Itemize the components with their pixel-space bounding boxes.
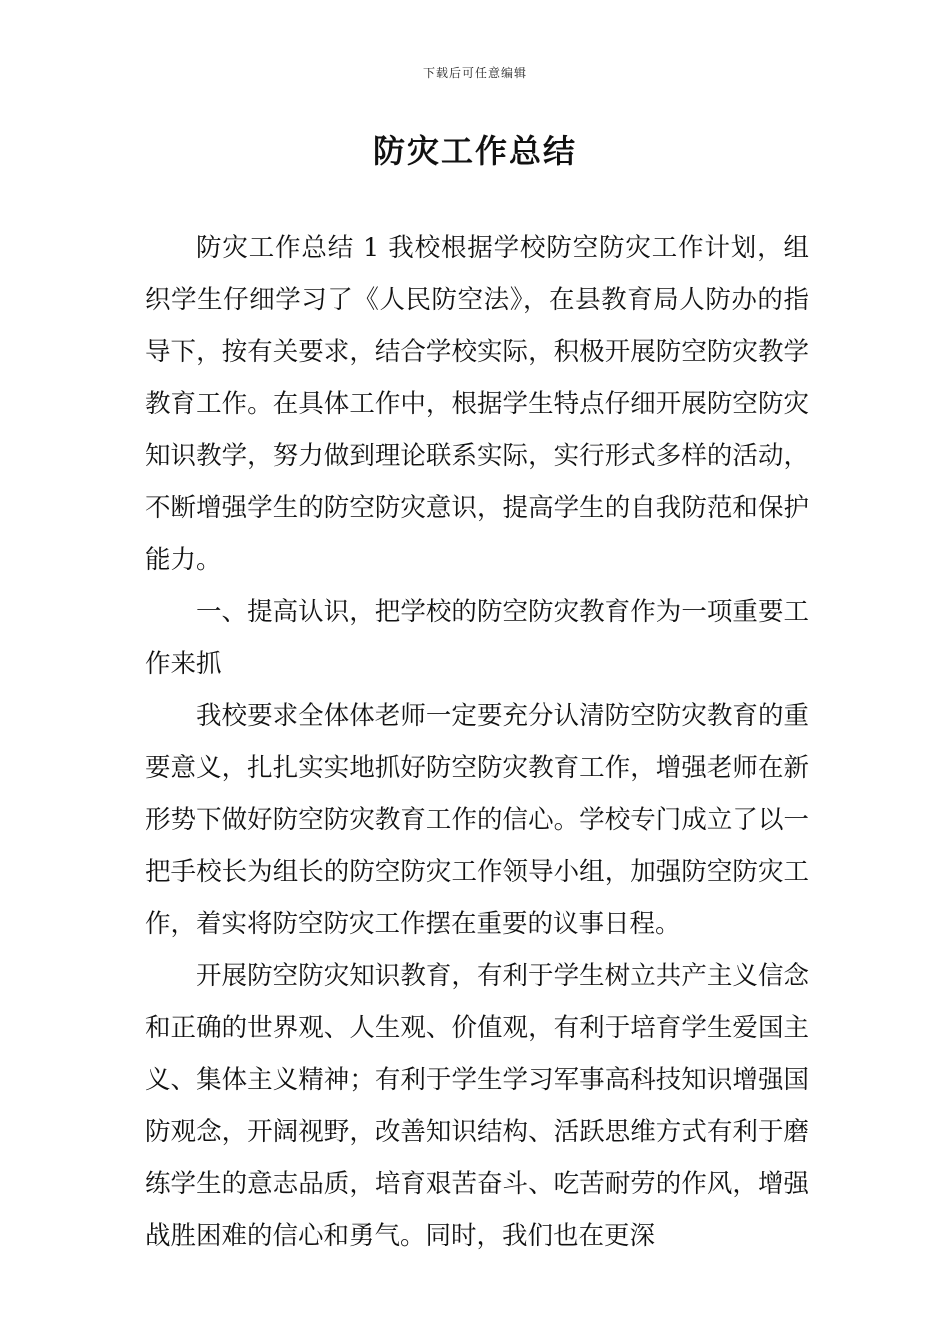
paragraph-section-heading: 一、提高认识，把学校的防空防灾教育作为一项重要工作来抓 [145,597,809,679]
document-title: 防灾工作总结 [372,132,577,170]
document-body [145,222,809,1262]
paragraph-requirements: 我校要求全体体老师一定要充分认清防空防灾教育的重要意义，扎扎实实地抓好防空防灾教育工作，增强老师在新形势下做好防空防灾教育工作的信心。学校专门成立了以一把手校长为组长的防空防灾工作领导小组，加强防空防灾工作，着实将防空防灾工作摆在重要的议事日程。 [145,701,809,939]
paragraph-benefits: 开展防空防灾知识教育，有利于学生树立共产主义信念和正确的世界观、人生观、价值观，有利于培育学生爱国主义、集体主义精神；有利于学生学习军事高科技知识增强国防观念，开阔视野，改善知识结构、活跃思维方式有利于磨练学生的意志品质，培育艰苦奋斗、吃苦耐劳的作风，增强战胜困难的信心和勇气。同时，我们也在更深 [145,961,809,1251]
paragraph-intro: 防灾工作总结 1 我校根据学校防空防灾工作计划，组织学生仔细学习了《人民防空法》，在县教育局人防办的指导下，按有关要求，结合学校实际，积极开展防空防灾教学教育工作。在具体工作中，根据学生特点仔细开展防空防灾知识教学，努力做到理论联系实际，实行形式多样的活动，不断增强学生的防空防灾意识，提高学生的自我防范和保护能力。 [145,233,809,575]
page-header-note: 下载后可任意编辑 [422,66,527,80]
